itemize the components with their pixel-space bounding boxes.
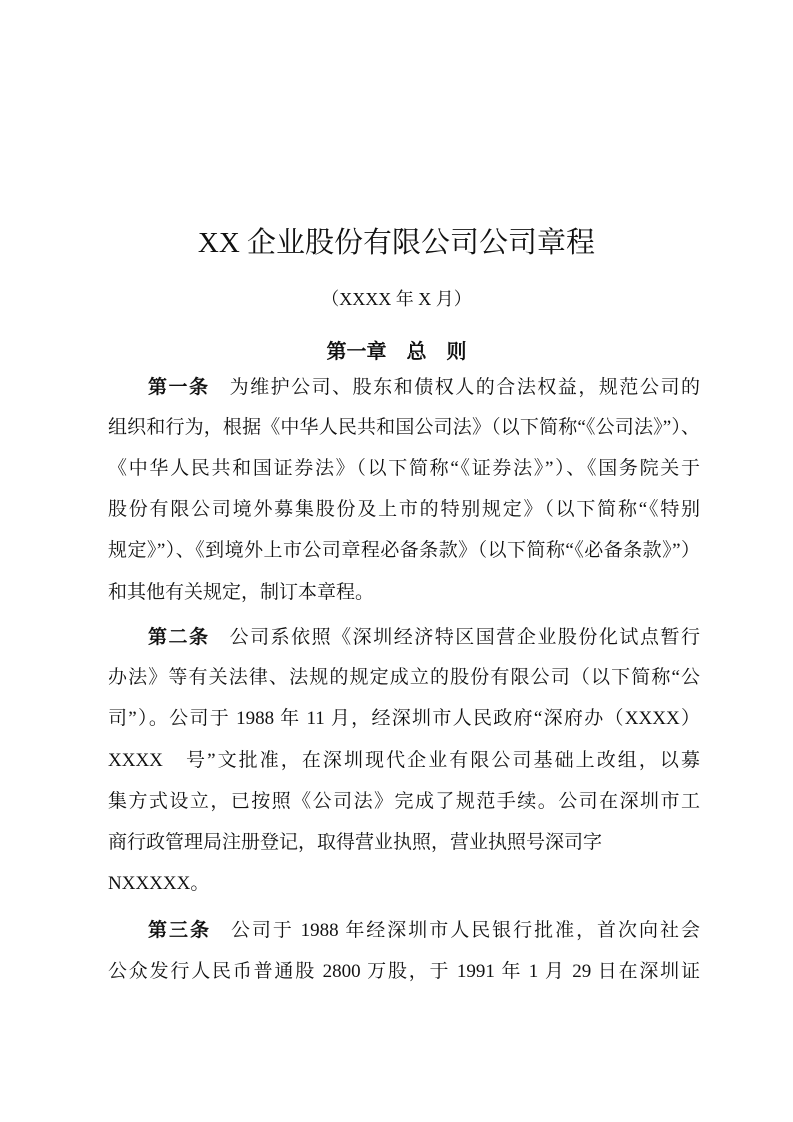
article-text: 公司于 1988 年经深圳市人民银行批准，首次向社会 xyxy=(230,920,700,941)
article-1-line-3: 《中华人民共和国证券法》（以下简称“《证券法》”）、《国务院关于 xyxy=(108,458,700,479)
document-date: （XXXX 年 X 月） xyxy=(321,289,472,309)
article-2-line-7: NXXXXX。 xyxy=(108,873,210,894)
article-2-label: 第二条 xyxy=(148,626,210,648)
chapter-heading: 第一章 总 则 xyxy=(326,339,467,363)
article-2-line-5: 集方式设立，已按照《公司法》完成了规范手续。公司在深圳市工 xyxy=(108,791,700,812)
article-1-label: 第一条 xyxy=(148,376,210,398)
document-title: XX 企业股份有限公司公司章程 xyxy=(197,227,596,259)
article-1-line-1 xyxy=(148,374,700,401)
article-2-line-2: 办法》等有关法律、法规的规定成立的股份有限公司（以下简称“公 xyxy=(108,667,700,688)
article-1-line-4: 股份有限公司境外募集股份及上市的特别规定》（以下简称“《特别 xyxy=(108,499,700,520)
article-1-line-5: 规定》”）、《到境外上市公司章程必备条款》（以下简称“《必备条款》”） xyxy=(108,540,700,561)
article-2-line-1 xyxy=(148,624,700,651)
article-2-line-4: XXXX 号”文批准，在深圳现代企业有限公司基础上改组，以募 xyxy=(108,750,700,771)
article-3-label: 第三条 xyxy=(148,919,211,941)
article-text: 为维护公司、股东和债权人的合法权益，规范公司的 xyxy=(229,377,700,398)
article-1-line-6: 和其他有关规定，制订本章程。 xyxy=(108,582,375,603)
article-3-line-2: 公众发行人民币普通股 2800 万股，于 1991 年 1 月 29 日在深圳证 xyxy=(108,961,700,982)
article-text: 公司系依照《深圳经济特区国营企业股份化试点暂行 xyxy=(229,627,700,648)
article-2-line-3: 司”）。公司于 1988 年 11 月，经深圳市人民政府“深府办（XXXX） xyxy=(108,708,700,729)
article-1-line-2: 组织和行为，根据《中华人民共和国公司法》（以下简称“《公司法》”）、 xyxy=(108,417,700,438)
article-3-line-1 xyxy=(148,917,700,944)
article-2-line-6: 商行政管理局注册登记，取得营业执照，营业执照号深司字 xyxy=(108,832,603,853)
